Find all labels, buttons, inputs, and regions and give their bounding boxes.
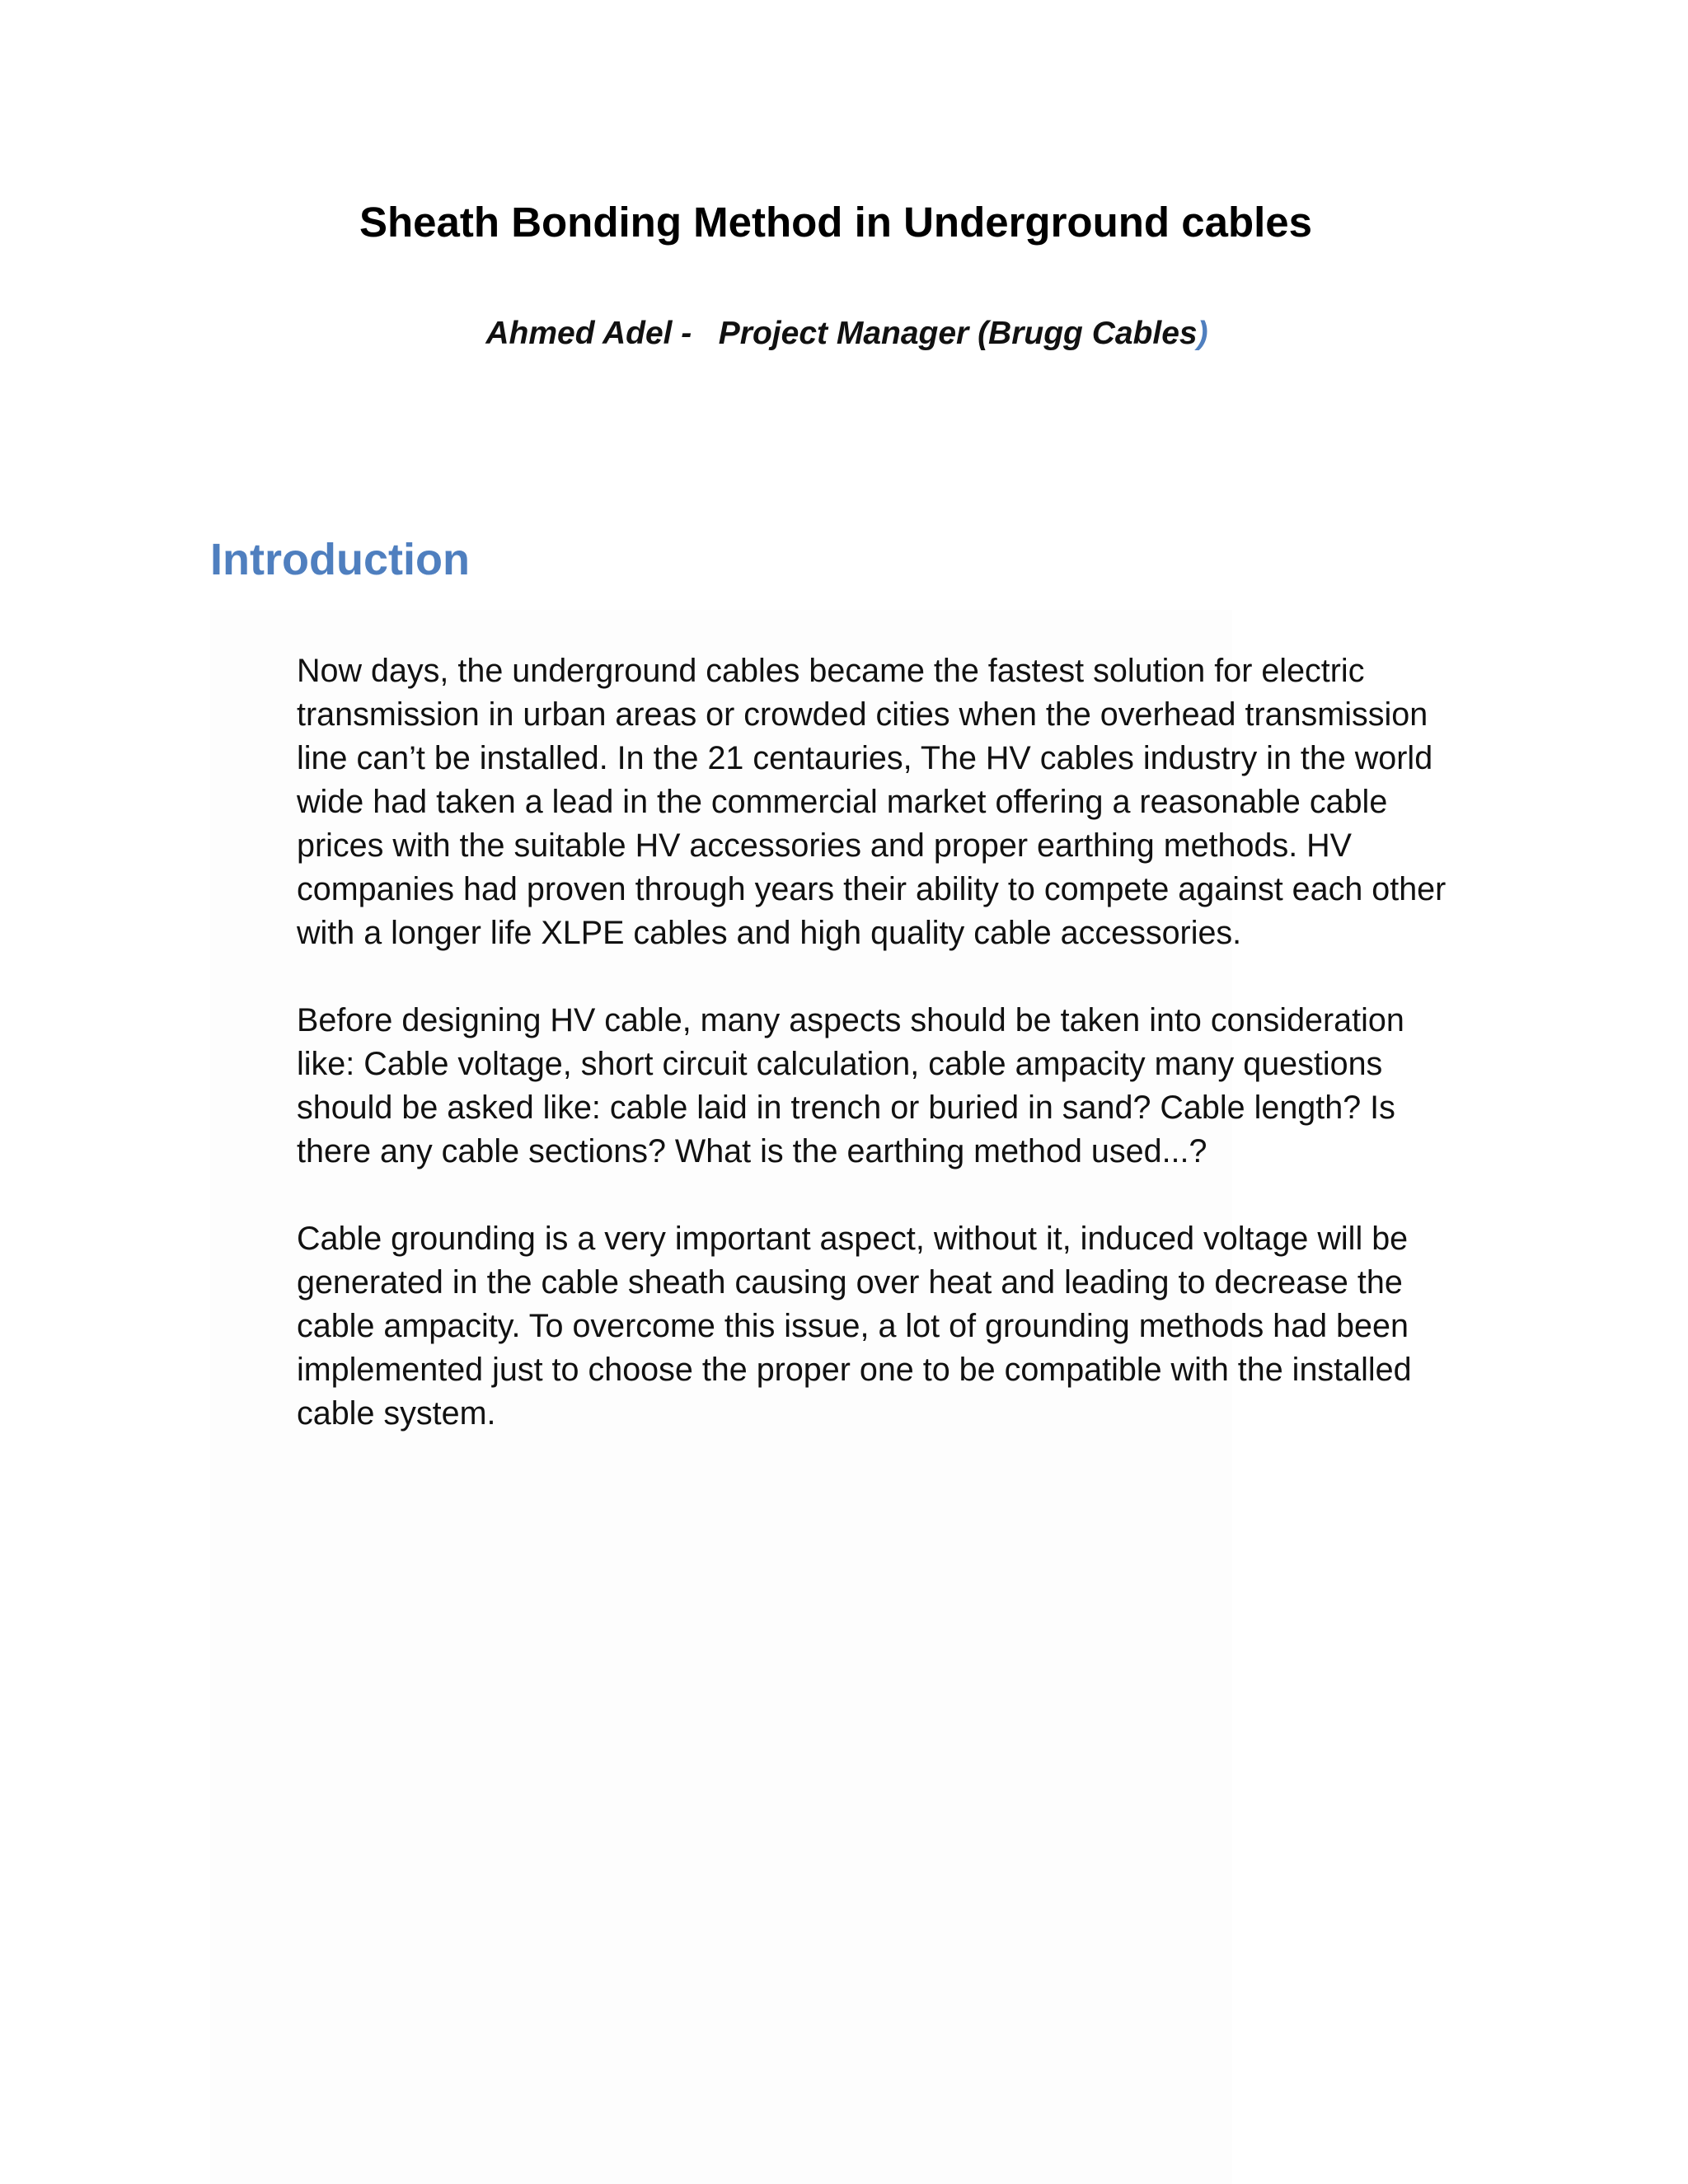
- author-line-inner: [485, 316, 1207, 352]
- paragraph-1: Now days, the underground cables became the fastest solution for electric transmission in urban areas or crowded cities when the overhead transmission line can’t be installed. In the 21 centauries, The HV cables industry in the world wide had taken a lead in the commercial market offering a reasonable cable prices with the suitable HV accessories and proper earthing methods. HV companies had proven through years their ability to compete against each other with a longer life XLPE cables and high quality cable accessories.: [297, 653, 1447, 951]
- author-text: Ahmed Adel - Project Manager (Brugg Cables: [485, 316, 1198, 351]
- paragraph-2: Before designing HV cable, many aspects should be taken into consideration like: Cable voltage, short circuit calculation, cable ampacity many questions should be asked like: cable laid in trench or buried in sand? Cable length? Is there any cable sections? What is the earthing method used...?: [297, 1002, 1404, 1169]
- section-heading-introduction: Introduction: [210, 535, 470, 584]
- document-title: [0, 198, 1688, 246]
- author-line: [0, 316, 1688, 352]
- document-title-text: Sheath Bonding Method in Underground cables: [359, 199, 1312, 246]
- author-closing-paren: ): [1197, 316, 1208, 351]
- introduction-body: [297, 649, 1475, 1479]
- paragraph-3: Cable grounding is a very important aspect, without it, induced voltage will be generated in the cable sheath causing over heat and leading to decrease the cable ampacity. To overcome this issue, a lot of grounding methods had been implemented just to choose the proper one to be compatible with the installed cable system.: [297, 1221, 1412, 1432]
